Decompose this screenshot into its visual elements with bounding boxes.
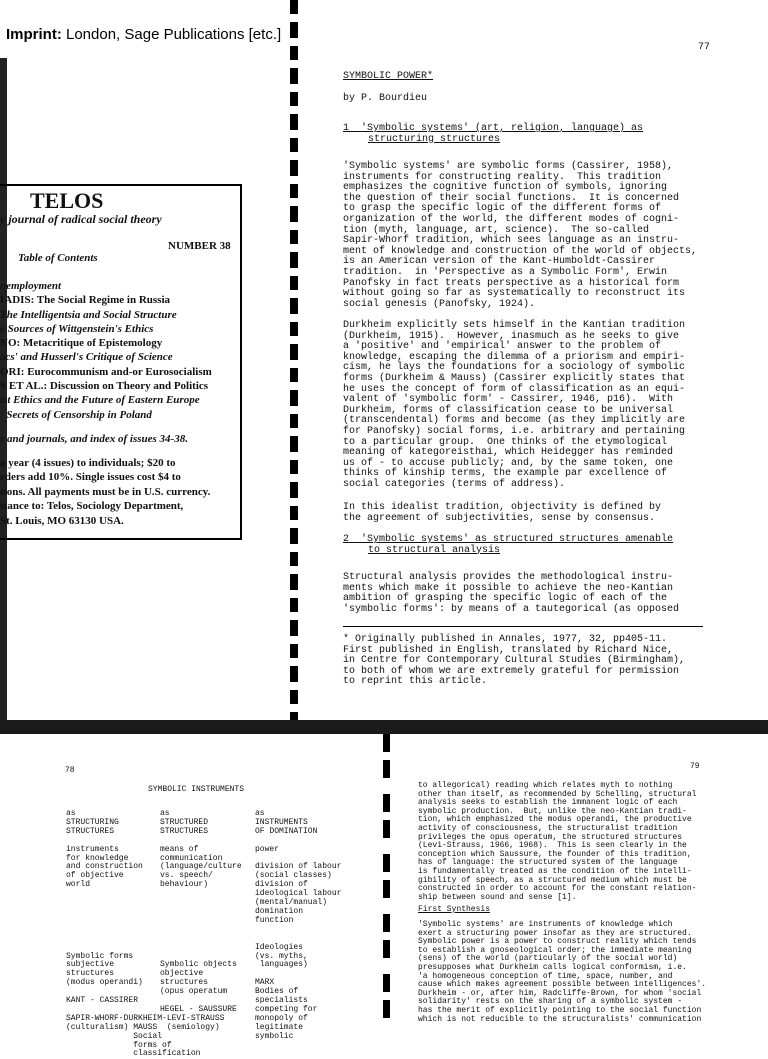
telos-toc-item: acs' and Husserl's Critique of Science <box>0 351 173 364</box>
telos-toc-item: : Secrets of Censorship in Poland <box>0 408 152 421</box>
table-column-1: as STRUCTURING STRUCTURES instruments for knowledge and construction of objective world Symbolic forms subjective structures (modus operandi) KANT - CASSIRER SAPIR-WHORF-DURKHEIM-LEVI-STRAUSS (culturalism) MAUSS (semiology) Social forms of classification <box>66 809 225 1059</box>
article-title <box>343 70 433 105</box>
telos-toc-item: nemployment <box>0 280 62 292</box>
paragraph: 'Symbolic systems' are instruments of knowledge which exert a structuring power insofar as they are structured. Symbolic power is a power to construct reality which tends to establish a gnoseological order; the immediate meaning (sens) of the world (particularly of the social world) presupposes what Durkheim calls logical conformism, i.e. 'a homogeneous conception of time, space, number, and cause which makes agreement possible between intelligences'. Durkheim - or, after him, Radcliffe-Brown, for whom 'social solidarity' rests on the sharing of a symbolic system - has the merit of explicitly pointing to the social function which is not reducible to the structuralists' communication <box>418 920 707 1024</box>
telos-toc-item: S ET AL.: Discussion on Theory and Politics <box>0 380 209 393</box>
telos-subscription-info <box>0 432 210 528</box>
telos-toc-list <box>0 279 212 422</box>
article-title-text: SYMBOLIC POWER* <box>343 71 434 82</box>
paragraph: Structural analysis provides the methodological instru- ments which make it possible to achieve the neo-Kantian ambition of grasping the specific logic of each of the 'symbolic forms': by means of a tautegorical (as opposed <box>343 572 680 615</box>
paragraph: 'Symbolic systems' are symbolic forms (Cassirer, 1958), instruments for constructing reality. This tradition emphasizes the cognitive function of symbols, ignoring the question of their social functions. It is concerned to grasp the specific logic of the different forms of organization of the world, the different modes of cogni- tion (myth, language, art, science). The so-called Sapir-Whorf tradition, which sees language as an instru- ment of knowledge and construction of the world of objects, is an American version of the Kant-Humboldt-Cassirer tradition. in 'Perspective as a Symbolic Form', Erwin Panofsky in fact treats perspective as a historical form without going so far as systematically to reconstruct its social genesis (Panofsky, 1924). <box>343 161 698 310</box>
table-heading: SYMBOLIC INSTRUMENTS <box>148 785 245 794</box>
section-heading-1 <box>343 124 643 145</box>
telos-sub-line: tions. All payments must be in U.S. currency. <box>0 485 211 498</box>
telos-issue-number: NUMBER 38 <box>168 240 231 252</box>
section-heading-line: 2 'Symbolic systems' as structured structures amenable <box>343 534 674 545</box>
imprint-value: London, Sage Publications [etc.] <box>66 26 282 43</box>
telos-toc-heading: Table of Contents <box>18 252 98 264</box>
footnote: * Originally published in Annales, 1977, 32, pp405-11. First published in English, translated by Richard Nice, in Centre for Contemporary Cultural Studies (Birmingham), to both of whom we are extremely grateful for permission to reprint this article. <box>343 634 686 688</box>
telos-toc-item: ORI: Eurocommunism and-or Eurosocialism <box>0 365 212 378</box>
page-number: 77 <box>698 42 711 53</box>
telos-toc-item: ist Ethics and the Future of Eastern Europe <box>0 394 200 407</box>
telos-sub-line: a year (4 issues) to individuals; $20 to <box>0 456 176 469</box>
telos-sub-line: ttance to: Telos, Sociology Department, <box>0 500 184 512</box>
section-heading-line: to structural analysis <box>368 544 501 556</box>
table-column-3: as INSTRUMENTS OF DOMINATION power division of labour (social classes) division of ideological labour (mental/manual) domination function Ideologies (vs. myths, languages) MARX Bodies of specialists competing for monopoly of legitimate symbolic <box>255 809 342 1041</box>
telos-title: TELOS <box>30 188 104 213</box>
page-gap-band <box>0 720 768 734</box>
telos-sub-line: rders add 10%. Single issues cost $4 to <box>0 471 181 483</box>
telos-subtitle: y journal of radical social theory <box>0 212 162 226</box>
telos-toc-item: IADIS: The Social Regime in Russia <box>0 294 171 307</box>
section-heading: First Synthesis <box>418 905 491 914</box>
imprint-line <box>6 26 281 43</box>
book-spine-binding <box>383 734 390 1024</box>
telos-toc-item: NO: Metacritique of Epistemology <box>0 337 163 350</box>
telos-toc-item: e Sources of Wittgenstein's Ethics <box>0 322 154 335</box>
paragraph: Durkheim explicitly sets himself in the Kantian tradition (Durkheim, 1915). However, inasmuch as he seeks to give a 'positive' and 'empirical' answer to the problem of knowledge, escaping the dilemma of a priorism and empiri- cism, he lays the foundations for a sociology of symbolic forms (Durkheim & Mauss) (Cassirer explicitly states that he uses the concept of form of classification as an equi- valent of 'symbolic form' - Cassirer, 1946, p16). With Durkheim, forms of classification cease to be universal (transcendental) forms and become (as they implicitly are for Panofsky) social forms, i.e. arbitrary and pertaining to a particular group. One thinks of the etymological meaning of kategoreisthai, which Heidegger has reminded us of - to accuse publicly; and, by the same token, one thinks of kinship terms, the example par excellence of social categories (terms of address). <box>343 320 686 490</box>
book-spine-binding <box>290 0 298 720</box>
telos-toc-item: The Intelligentsia and Social Structure <box>0 308 177 321</box>
imprint-label: Imprint: <box>6 26 62 43</box>
paragraph: to allegorical) reading which relates myth to nothing other than itself, as recommended by Schelling, structural analysis seeks to establish the immanent logic of each symbolic production. But, unlike the neo-Kantian tradi- tion, which emphasized the modus operandi, the productive activity of consciousness, the structuralist tradition privileges the opus operatum, the structured structures (Levi-Strauss, 1966, 1968). This is seen clearly in the conception which Saussure, the founder of this tradition, has of language: the structured system of the language is fundamentally treated as the condition of the intelli- gibility of speech, as a structured medium which must be constructed in order to account for the constant relation- ship between sound and sense [1]. <box>418 781 697 902</box>
section-heading-2 <box>343 535 673 556</box>
page-number: 78 <box>65 766 75 775</box>
telos-index-line: s and journals, and index of issues 34-38. <box>0 433 188 445</box>
page-number: 79 <box>690 762 700 771</box>
footnote-rule <box>343 626 703 627</box>
section-heading-line: structuring structures <box>368 133 501 145</box>
section-heading-line: 1 'Symbolic systems' (art, religion, language) as <box>343 123 644 134</box>
table-column-2: as STRUCTURED STRUCTURES means of communication (language/culture vs. speech/ behaviour) Symbolic objects objective structures (opus operatum HEGEL - SAUSSURE <box>160 809 242 1014</box>
telos-sub-line: St. Louis, MO 63130 USA. <box>0 514 124 527</box>
article-author: by P. Bourdieu <box>343 93 428 104</box>
paragraph: In this idealist tradition, objectivity is defined by the agreement of subjectivities, sense by consensus. <box>343 502 662 524</box>
